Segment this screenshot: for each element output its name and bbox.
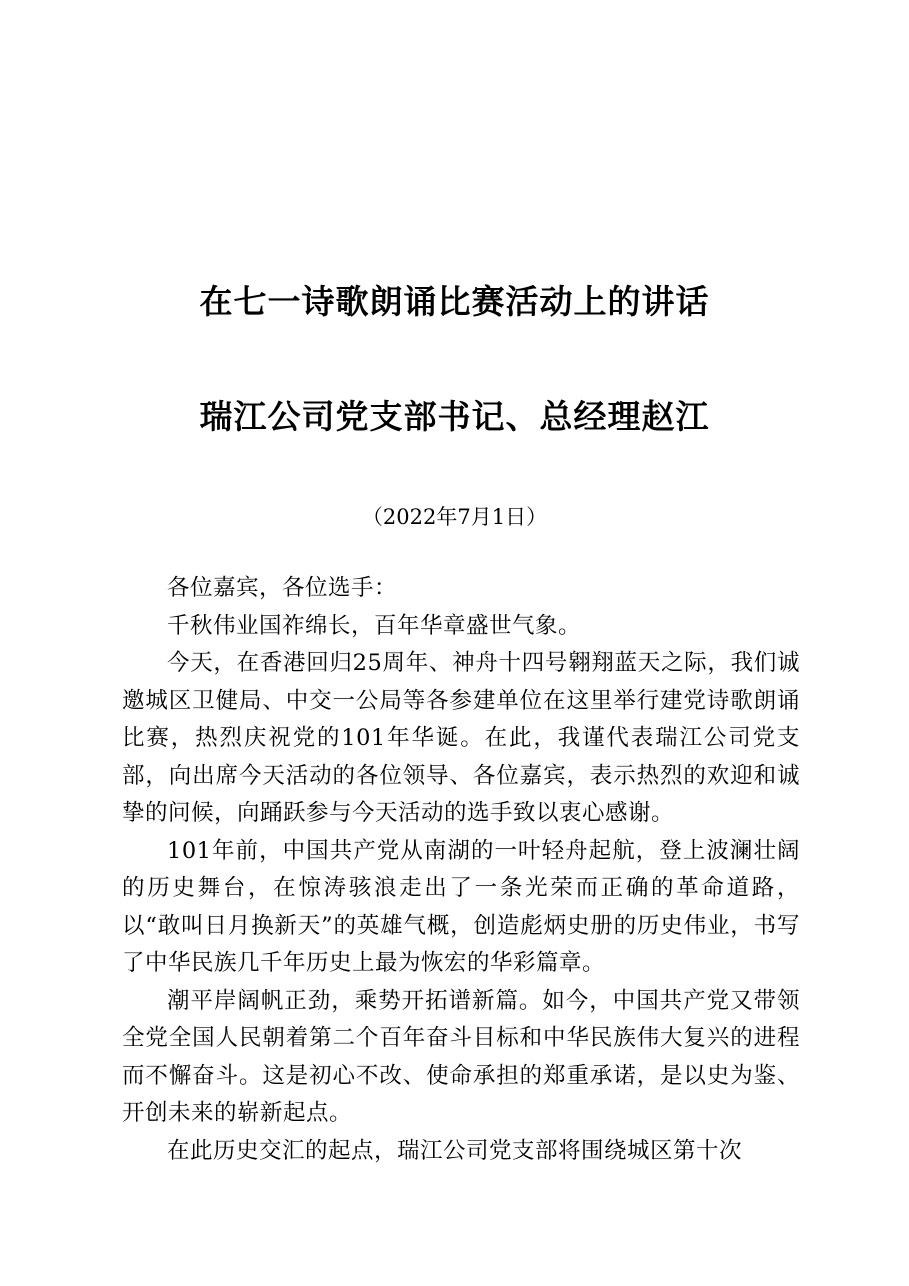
paragraph: 今天，在香港回归25周年、神舟十四号翱翔蓝天之际，我们诚邀城区卫健局、中交一公局等各参建单位在这里举行建党诗歌朗诵比赛，热烈庆祝党的101年华诞。在此，我谨代表瑞江公司党支部，向出席今天活动的各位领导、各位嘉宾，表示热烈的欢迎和诚挚的问候，向踊跃参与今天活动的选手致以衷心感谢。 — [122, 650, 800, 826]
document-title: 在七一诗歌朗诵比赛活动上的讲话 — [199, 282, 710, 321]
paragraph: 101年前，中国共产党从南湖的一叶轻舟起航，登上波澜壮阔的历史舞台，在惊涛骇浪走出了一条光荣而正确的革命道路，以“敢叫日月换新天”的英雄气概，创造彪炳史册的历史伟业，书写了中华民族几千年历史上最为恢宏的华彩篇章。 — [122, 837, 800, 976]
paragraph: 千秋伟业国祚绵长，百年华章盛世气象。 — [167, 612, 582, 639]
speaker-line: 瑞江公司党支部书记、总经理赵江 — [199, 397, 710, 436]
speech-body — [122, 570, 800, 1170]
paragraph: 潮平岸阔帆正劲，乘势开拓谱新篇。如今，中国共产党又带领全党全国人民朝着第二个百年奋斗目标和中华民族伟大复兴的进程而不懈奋斗。这是初心不改、使命承担的郑重承诺，是以史为鉴、开创未来的崭新起点。 — [122, 987, 800, 1126]
paragraph-salutation: 各位嘉宾，各位选手： — [167, 575, 398, 601]
paragraph: 在此历史交汇的起点，瑞江公司党支部将围绕城区第十次 — [167, 1137, 743, 1164]
speech-date: （2022年7月1日） — [361, 505, 548, 529]
